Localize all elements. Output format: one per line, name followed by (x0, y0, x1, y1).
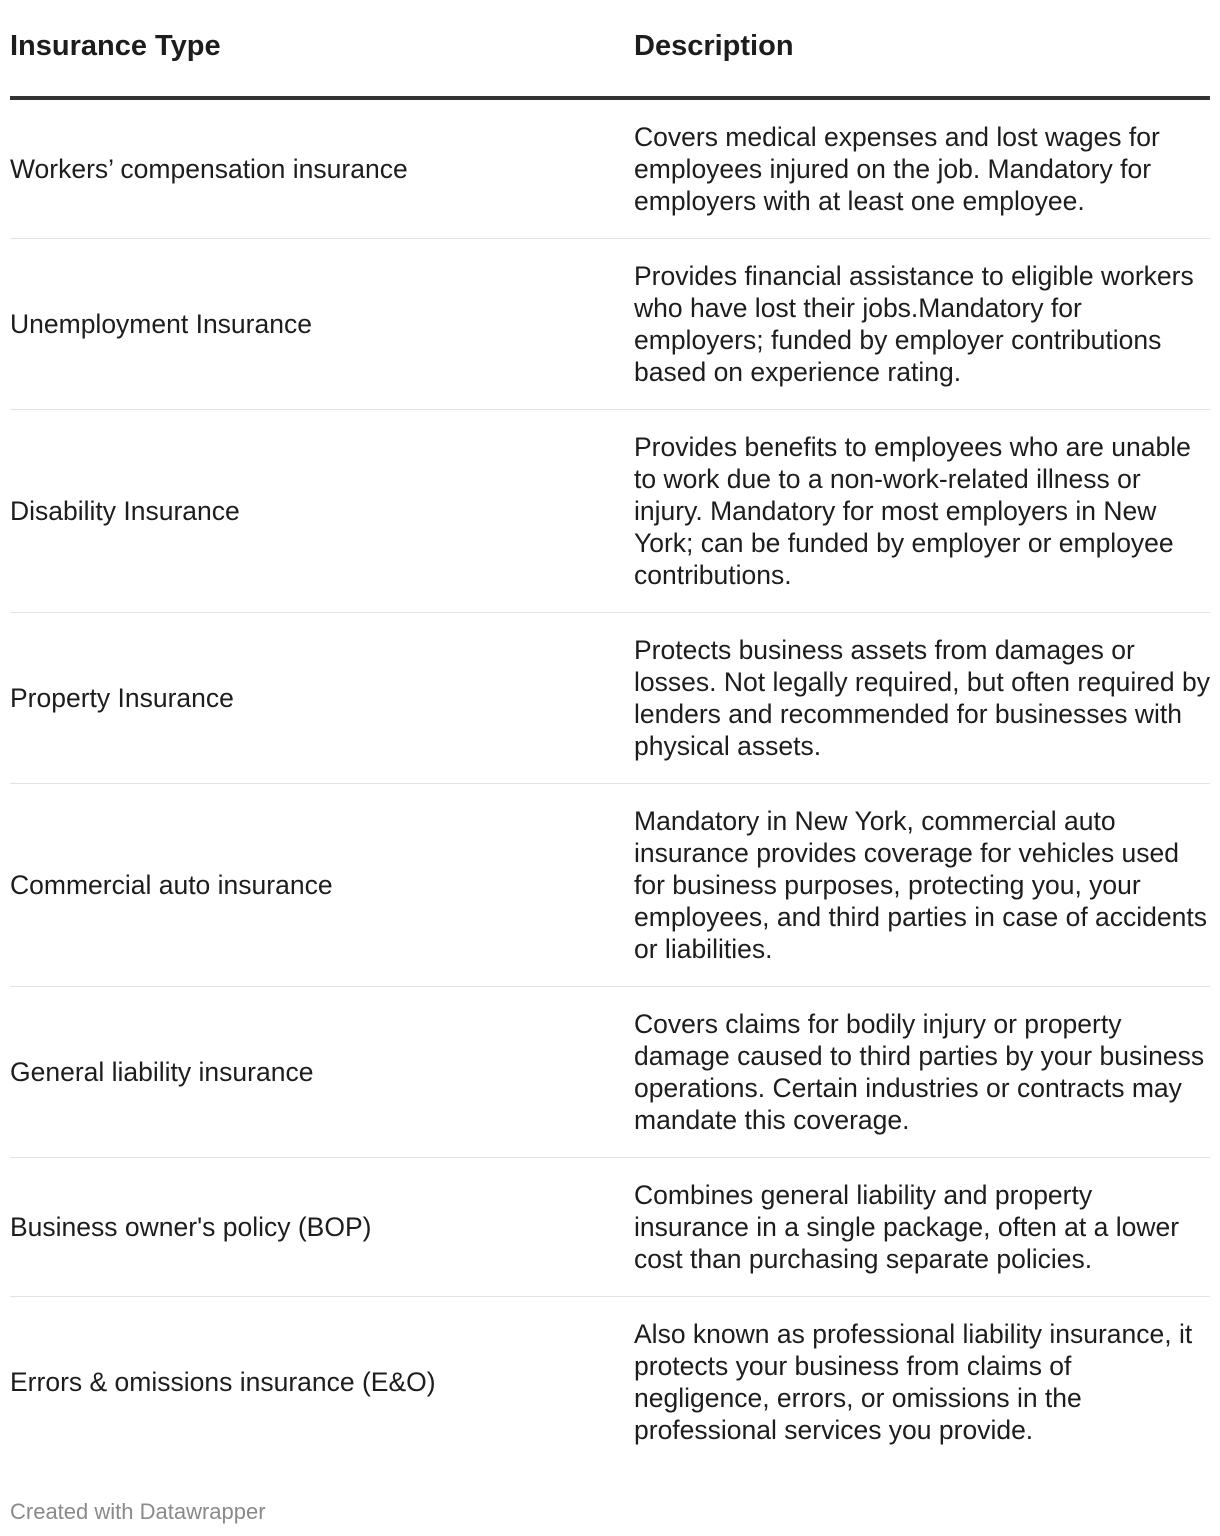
insurance-table (10, 0, 1210, 1467)
datawrapper-credit: Created with Datawrapper (10, 1499, 266, 1524)
description-cell: Protects business assets from damages or losses. Not legally required, but often required by lenders and recommended for businesses with physical assets. (634, 613, 1210, 784)
table-row (10, 613, 1210, 784)
insurance-type-cell: General liability insurance (10, 987, 634, 1158)
header-insurance-type: Insurance Type (10, 0, 634, 98)
table-row (10, 1297, 1210, 1468)
insurance-type-cell: Property Insurance (10, 613, 634, 784)
description-cell: Covers claims for bodily injury or property damage caused to third parties by your business operations. Certain industries or contracts may mandate this coverage. (634, 987, 1210, 1158)
insurance-type-cell: Commercial auto insurance (10, 784, 634, 987)
header-description: Description (634, 0, 1210, 98)
description-cell: Covers medical expenses and lost wages for employees injured on the job. Mandatory for employers with at least one employee. (634, 98, 1210, 239)
description-cell: Provides benefits to employees who are unable to work due to a non-work-related illness or injury. Mandatory for most employers in New York; can be funded by employer or employee contributions. (634, 410, 1210, 613)
table-header (10, 0, 1210, 98)
header-row (10, 0, 1210, 98)
table-row (10, 98, 1210, 239)
table-row (10, 1158, 1210, 1297)
table-row (10, 987, 1210, 1158)
insurance-type-cell: Business owner's policy (BOP) (10, 1158, 634, 1297)
insurance-type-cell: Disability Insurance (10, 410, 634, 613)
insurance-type-cell: Workers’ compensation insurance (10, 98, 634, 239)
description-cell: Combines general liability and property insurance in a single package, often at a lower cost than purchasing separate policies. (634, 1158, 1210, 1297)
insurance-table-container (10, 0, 1210, 1467)
table-row (10, 239, 1210, 410)
insurance-type-cell: Errors & omissions insurance (E&O) (10, 1367, 436, 1397)
description-cell: Mandatory in New York, commercial auto insurance provides coverage for vehicles used for business purposes, protecting you, your employees, and third parties in case of accidents or liabilities. (634, 784, 1210, 987)
description-cell: Also known as professional liability insurance, it protects your business from claims of negligence, errors, or omissions in the professional services you provide. (634, 1319, 1193, 1445)
table-row (10, 410, 1210, 613)
table-body (10, 98, 1210, 1467)
description-cell: Provides financial assistance to eligible workers who have lost their jobs.Mandatory for employers; funded by employer contributions based on experience rating. (634, 239, 1210, 410)
table-row (10, 784, 1210, 987)
insurance-type-cell: Unemployment Insurance (10, 239, 634, 410)
